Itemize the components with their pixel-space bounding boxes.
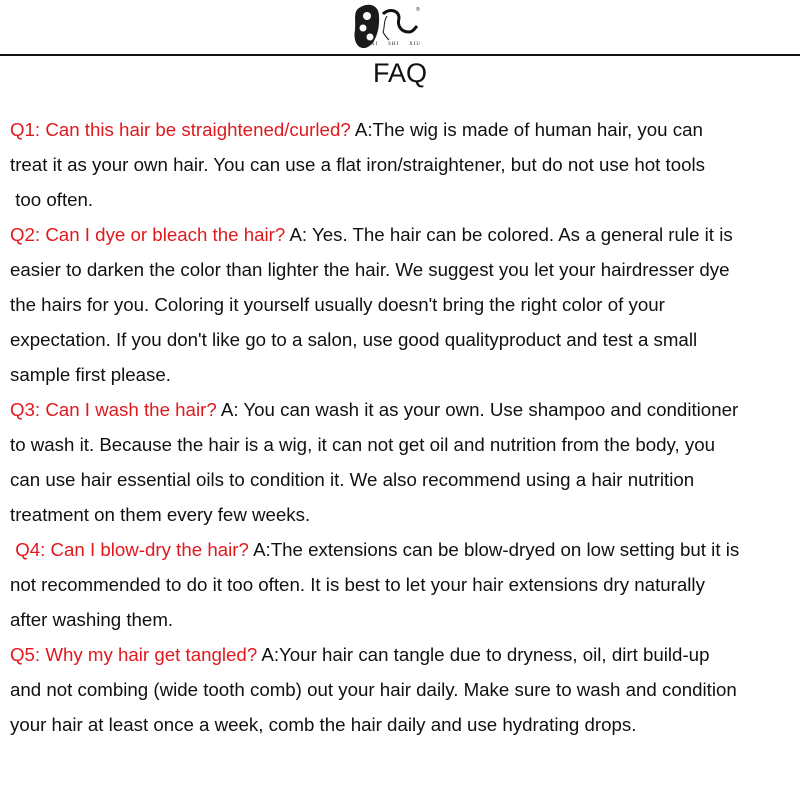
faq-list [10, 112, 800, 742]
faq-answer-line: your hair at least once a week, comb the hair daily and use hydrating drops. [10, 714, 637, 735]
faq-item-q4 [10, 532, 800, 637]
faq-answer: A:The extensions can be blow-dryed on low setting but it is [248, 539, 740, 560]
header [0, 0, 800, 56]
faq-item-q2 [10, 217, 800, 392]
faq-answer: A: You can wash it as your own. Use shampoo and conditioner [216, 399, 739, 420]
faq-question: Q5: Why my hair get tangled? [10, 644, 258, 665]
faq-line [10, 217, 800, 252]
faq-answer: A: Yes. The hair can be colored. As a general rule it is [285, 224, 733, 245]
svg-text:®: ® [416, 7, 420, 13]
page-title: FAQ [372, 58, 427, 88]
faq-question: Q3: Can I wash the hair? [10, 399, 217, 420]
faq-answer-line: to wash it. Because the hair is a wig, it can not get oil and nutrition from the body, you [10, 434, 715, 455]
faq-answer-line: not recommended to do it too often. It is best to let your hair extensions dry naturally [10, 574, 705, 595]
faq-answer-line: too often. [10, 189, 94, 210]
faq-answer-line: treatment on them every few weeks. [10, 504, 311, 525]
faq-answer-line: can use hair essential oils to condition it. We also recommend using a hair nutrition [10, 469, 695, 490]
faq-answer-line: expectation. If you don't like go to a salon, use good qualityproduct and test a small [10, 329, 698, 350]
faq-line [10, 392, 800, 427]
logo-caption [371, 42, 421, 47]
faq-line [10, 637, 800, 672]
faq-item-q3 [10, 392, 800, 532]
faq-answer-line: after washing them. [10, 609, 174, 630]
faq-answer: A:The wig is made of human hair, you can [350, 119, 703, 140]
faq-item-q5 [10, 637, 800, 742]
faq-answer-line: sample first please. [10, 364, 171, 385]
faq-answer-line: treat it as your own hair. You can use a flat iron/straightener, but do not use hot tools [10, 154, 705, 175]
faq-question: Q4: Can I blow-dry the hair? [10, 539, 249, 560]
faq-question: Q1: Can this hair be straightened/curled? [10, 119, 351, 140]
faq-answer-line: and not combing (wide tooth comb) out your hair daily. Make sure to wash and condition [10, 679, 737, 700]
faq-answer-line: easier to darken the color than lighter the hair. We suggest you let your hairdresser dye [10, 259, 730, 280]
faq-item-q1 [10, 112, 800, 217]
logo-caption-xiu: XIU [409, 42, 421, 47]
faq-line [10, 112, 800, 147]
faq-line [10, 532, 800, 567]
logo-caption-xi: XI [371, 42, 379, 47]
faq-question: Q2: Can I dye or bleach the hair? [10, 224, 286, 245]
faq-answer: A:Your hair can tangle due to dryness, oil, dirt build-up [257, 644, 710, 665]
logo-caption-shi: SHI [388, 42, 400, 47]
faq-answer-line: the hairs for you. Coloring it yourself usually doesn't bring the right color of your [10, 294, 665, 315]
